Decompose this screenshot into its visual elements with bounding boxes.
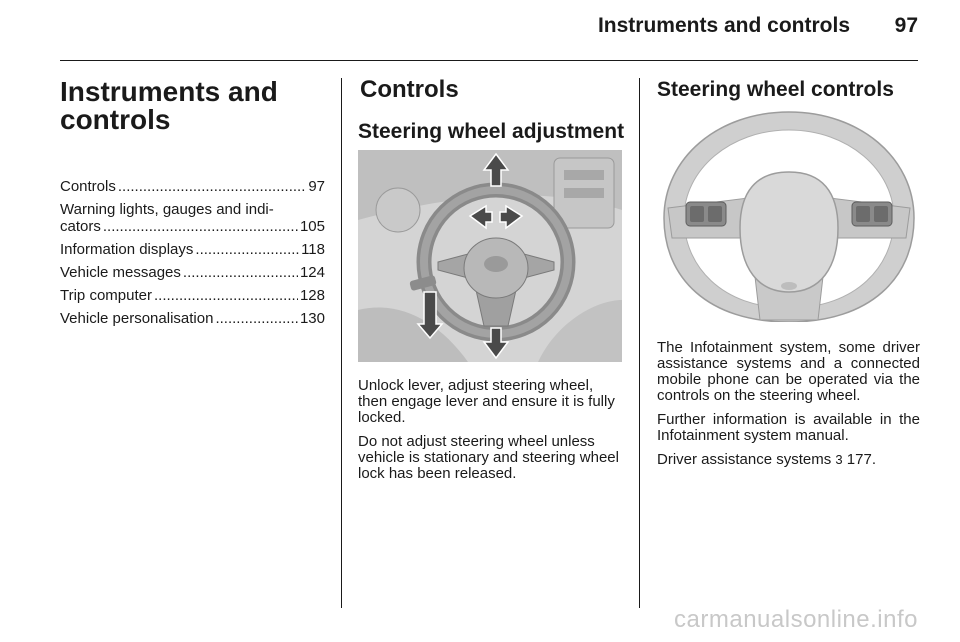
chapter-title: [60, 78, 330, 134]
subsection-title-steering-controls: Steering wheel controls: [657, 78, 894, 101]
steering-adjustment-illustration: [358, 150, 622, 362]
toc-page: 118: [301, 241, 325, 258]
steering-wheel-controls-illustration: [658, 108, 920, 322]
chapter-title-line-1: Instruments and: [60, 76, 278, 107]
toc-page: 130: [299, 310, 325, 327]
paragraph: Further information is available in the Infotainment system manual.: [657, 411, 920, 444]
toc-label: Vehicle messages: [60, 264, 181, 281]
section-title-controls: Controls: [360, 76, 459, 103]
toc-page: 128: [299, 287, 325, 304]
toc-entry-information-displays[interactable]: [60, 241, 325, 258]
chapter-contents: [60, 178, 325, 333]
toc-leader: [154, 287, 298, 304]
toc-label: Information displays: [60, 241, 194, 258]
page-number: 97: [894, 14, 918, 37]
toc-entry-warning-lights[interactable]: [60, 201, 325, 235]
chapter-title-line-2: controls: [60, 104, 171, 135]
paragraph: The Infotainment system, some driver assistance systems and a connected mobile phone can be operated via the controls on the steering wheel.: [657, 339, 920, 404]
toc-page: 97: [308, 178, 325, 195]
steering-adjustment-svg: [358, 150, 622, 362]
paragraph: Unlock lever, adjust steering wheel, then engage lever and ensure it is fully locked.: [358, 377, 615, 426]
toc-entry-controls[interactable]: [60, 178, 325, 195]
steering-wheel-svg: [658, 108, 920, 322]
reference-arrow-icon[interactable]: 3: [835, 452, 843, 467]
toc-entry-vehicle-personalisation[interactable]: [60, 310, 325, 327]
paragraph: Do not adjust steering wheel unless vehicle is stationary and steering wheel lock has been released.: [358, 433, 619, 482]
toc-leader: [183, 264, 298, 281]
toc-label: Warning lights, gauges and indi-: [60, 201, 274, 218]
running-header-title: Instruments and controls: [597, 14, 850, 37]
toc-label-continued: cators: [60, 218, 101, 235]
header-divider: [60, 60, 918, 61]
steering-controls-text: [657, 340, 920, 476]
toc-page: 124: [299, 264, 325, 281]
toc-label: Trip computer: [60, 287, 152, 304]
subsection-title-steering-adjustment: Steering wheel adjustment: [358, 120, 625, 143]
toc-entry-vehicle-messages[interactable]: [60, 264, 325, 281]
toc-leader: [118, 178, 306, 195]
toc-label: Vehicle personalisation: [60, 310, 214, 327]
toc-page: 105: [299, 218, 325, 235]
toc-label: Controls: [60, 178, 116, 195]
column-divider-left: [341, 78, 342, 608]
toc-entry-trip-computer[interactable]: [60, 287, 325, 304]
cross-reference: [657, 452, 920, 468]
reference-page[interactable]: 177.: [846, 451, 876, 468]
toc-leader: [195, 241, 299, 258]
toc-leader: [215, 310, 298, 327]
watermark: carmanualsonline.info: [674, 606, 918, 633]
column-divider-right: [639, 78, 640, 608]
steering-adjustment-text: [358, 378, 622, 490]
reference-text: Driver assistance systems: [657, 451, 832, 468]
toc-leader: [103, 218, 298, 235]
